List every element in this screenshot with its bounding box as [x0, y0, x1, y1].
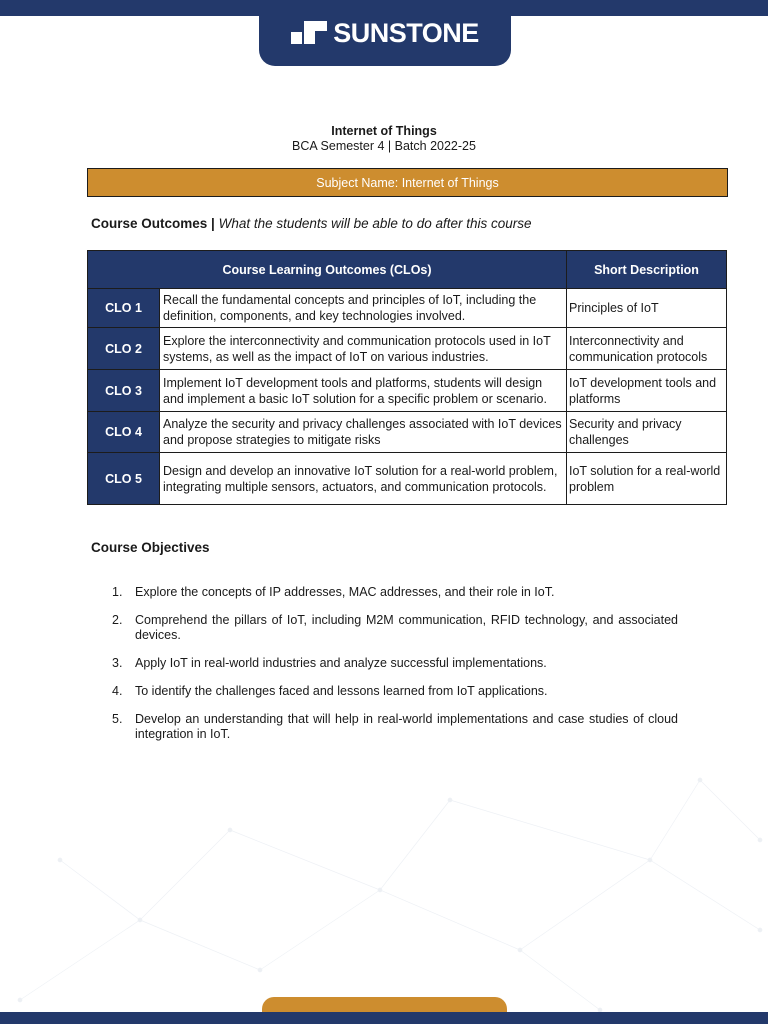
table-row	[88, 289, 727, 328]
clo-short-description: IoT development tools and platforms	[567, 370, 727, 412]
clo-header: Course Learning Outcomes (CLOs)	[88, 251, 567, 289]
course-outcomes-heading	[91, 216, 532, 231]
course-outcomes-label: Course Outcomes |	[91, 216, 215, 231]
clo-outcome: Explore the interconnectivity and communication protocols used in IoT systems, as well as the impact of IoT on various industries.	[160, 328, 567, 370]
clo-id: CLO 4	[88, 412, 160, 453]
list-item	[112, 684, 678, 699]
course-objectives-list	[112, 585, 678, 755]
clo-outcome: Analyze the security and privacy challenges associated with IoT devices and propose strategies to mitigate risks	[160, 412, 567, 453]
list-item-number: 1.	[112, 585, 123, 599]
short-description-header: Short Description	[567, 251, 727, 289]
table-row	[88, 453, 727, 505]
list-item-text: To identify the challenges faced and lessons learned from IoT applications.	[135, 684, 548, 698]
course-outcomes-subheading: What the students will be able to do after this course	[218, 216, 532, 231]
clo-short-description: Security and privacy challenges	[567, 412, 727, 453]
clo-id: CLO 2	[88, 328, 160, 370]
list-item-number: 5.	[112, 712, 123, 726]
logo-wordmark: SUNSTONE	[333, 17, 479, 48]
clo-short-description: Interconnectivity and communication protocols	[567, 328, 727, 370]
network-watermark	[0, 740, 768, 1020]
clo-table	[87, 250, 727, 505]
list-item-text: Develop an understanding that will help in real-world implementations and case studies of cloud integration in IoT.	[135, 712, 678, 741]
list-item-text: Apply IoT in real-world industries and analyze successful implementations.	[135, 656, 547, 670]
logo-tab	[259, 0, 511, 66]
sunstone-logo-icon	[291, 21, 327, 45]
list-item-number: 2.	[112, 613, 123, 627]
clo-short-description: IoT solution for a real-world problem	[567, 453, 727, 505]
clo-id: CLO 3	[88, 370, 160, 412]
table-row	[88, 328, 727, 370]
list-item-text: Comprehend the pillars of IoT, including M2M communication, RFID technology, and associated devices.	[135, 613, 678, 642]
clo-outcome: Recall the fundamental concepts and principles of IoT, including the definition, components, and key technologies involved.	[160, 289, 567, 328]
document-header	[0, 124, 768, 154]
list-item	[112, 656, 678, 671]
clo-id: CLO 1	[88, 289, 160, 328]
course-title: Internet of Things	[331, 124, 437, 138]
clo-id: CLO 5	[88, 453, 160, 505]
list-item-number: 4.	[112, 684, 123, 698]
clo-outcome: Design and develop an innovative IoT solution for a real-world problem, integrating multiple sensors, actuators, and communication protocols.	[160, 453, 567, 505]
course-subtitle: BCA Semester 4 | Batch 2022-25	[292, 139, 476, 153]
clo-table-header-row	[88, 251, 727, 289]
course-objectives-heading: Course Objectives	[91, 540, 210, 555]
bottom-footer-band	[0, 1012, 768, 1024]
list-item-text: Explore the concepts of IP addresses, MAC addresses, and their role in IoT.	[135, 585, 555, 599]
list-item	[112, 613, 678, 643]
subject-name-bar: Subject Name: Internet of Things	[87, 168, 728, 197]
list-item-number: 3.	[112, 656, 123, 670]
list-item	[112, 712, 678, 742]
clo-outcome: Implement IoT development tools and platforms, students will design and implement a basic IoT solution for a specific problem or scenario.	[160, 370, 567, 412]
clo-short-description: Principles of IoT	[567, 289, 727, 328]
table-row	[88, 370, 727, 412]
list-item	[112, 585, 678, 600]
table-row	[88, 412, 727, 453]
